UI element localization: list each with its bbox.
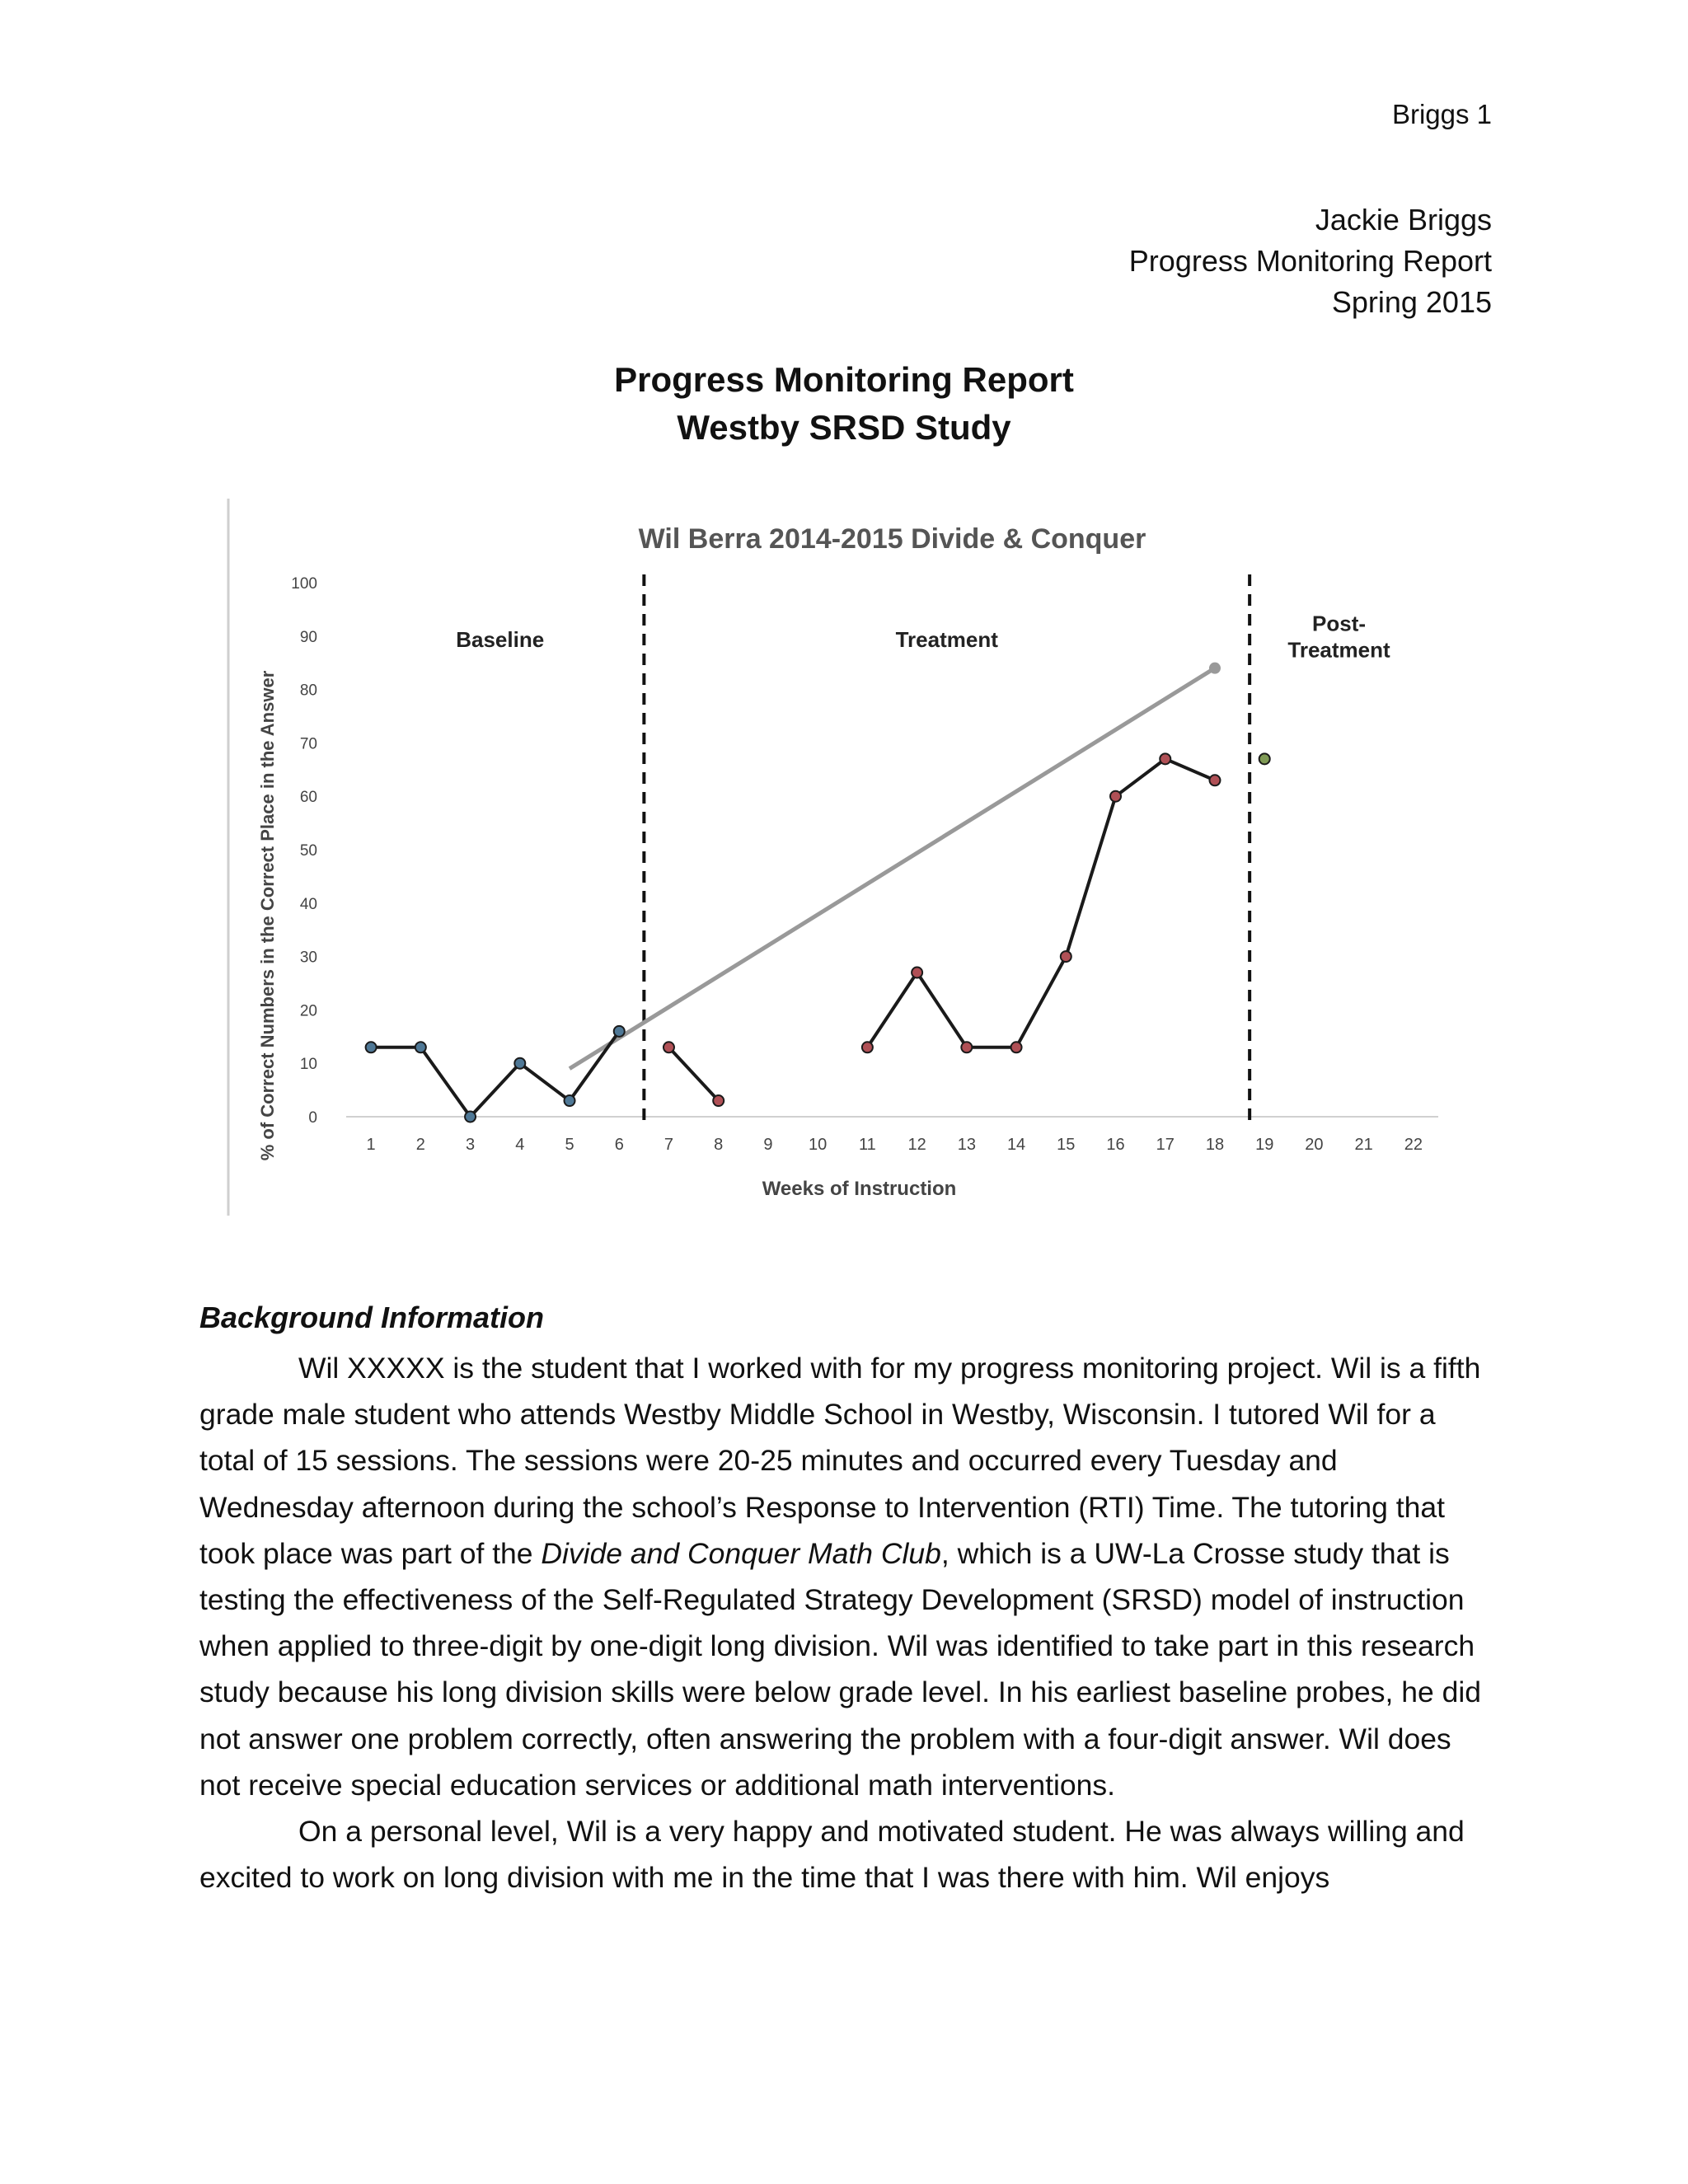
data-point-treatment-b — [961, 1042, 972, 1052]
author-name: Jackie Briggs — [1315, 203, 1492, 237]
x-tick-label: 10 — [809, 1136, 828, 1154]
x-tick-label: 11 — [859, 1136, 876, 1154]
phase-label-post-treatment — [1287, 611, 1390, 662]
x-tick-label: 13 — [957, 1136, 976, 1154]
y-axis-label: % of Correct Numbers in the Correct Place in the Answer — [257, 670, 278, 1161]
y-tick-label: 100 — [291, 575, 317, 593]
x-tick-label: 18 — [1205, 1136, 1225, 1154]
data-point-treatment-b — [912, 968, 922, 978]
y-tick-label: 50 — [299, 842, 317, 860]
phase-label-line: Treatment — [1287, 637, 1390, 663]
club-name: Divide and Conquer Math Club — [541, 1536, 941, 1570]
title-line-1: Progress Monitoring Report — [614, 360, 1074, 399]
data-point-baseline — [565, 1095, 575, 1106]
y-tick-label: 70 — [299, 735, 317, 753]
title-line-2: Westby SRSD Study — [677, 408, 1011, 447]
author-header — [1129, 199, 1492, 323]
series-line-treatment-b — [867, 759, 1215, 1047]
data-point-baseline — [366, 1042, 377, 1052]
paragraph-2: On a personal level, Wil is a very happy and motivated student. He was always willing and excited to work on long division with me in the time that I was there with him. Wil enjoys — [199, 1815, 1465, 1895]
data-point-treatment-a — [663, 1042, 674, 1052]
report-name: Progress Monitoring Report — [1128, 244, 1492, 278]
data-point-treatment-b — [1110, 791, 1121, 802]
paragraph-1 — [199, 1345, 1489, 1808]
phase-label-line: Treatment — [895, 626, 998, 652]
phase-label-line: Baseline — [456, 626, 545, 652]
data-point-treatment-b — [1011, 1042, 1022, 1052]
section-heading: Background Information — [199, 1301, 545, 1334]
x-tick-label: 16 — [1106, 1136, 1125, 1154]
x-tick-label: 20 — [1305, 1136, 1324, 1154]
document-title — [0, 356, 1688, 452]
data-point-post-treatment — [1259, 753, 1270, 764]
x-tick-label: 15 — [1057, 1136, 1076, 1154]
y-tick-label: 30 — [299, 949, 317, 967]
x-tick-label: 22 — [1404, 1136, 1423, 1154]
paragraph-1-part-b: , which is a UW-La Crosse study that is testing the effectiveness of the Self-Regulated Strategy Development (SRSD) model of instruction when applied to three-digit by one-digit long division. Wil was identified to take part in this research study because his long division skills were below grade level. In his earliest baseline probes, he did not answer one problem correctly, often answering the problem with a four-digit answer. Wil does not receive special education services or additional math interventions. — [199, 1536, 1481, 1802]
x-tick-label: 1 — [366, 1136, 376, 1154]
x-tick-label: 17 — [1156, 1136, 1175, 1154]
x-tick-label: 6 — [614, 1136, 624, 1154]
phase-label-line: Post- — [1312, 611, 1367, 636]
y-tick-label: 20 — [299, 1002, 317, 1020]
page-number: Briggs 1 — [1391, 99, 1492, 129]
y-tick-label: 10 — [299, 1056, 317, 1074]
body-text — [199, 1345, 1489, 1900]
data-point-baseline — [514, 1058, 525, 1069]
progress-chart — [223, 499, 1451, 1216]
paragraph-1-part-a: Wil XXXXX is the student that I worked with for my progress monitoring project. Wil is a fifth grade male student who attends Westby Middle School in Westby, Wisconsin. I tutored Wil for a total of 15 sessions. The sessions were 20-25 minutes and occurred every Tuesday and Wednesday afternoon during the school’s Response to Intervention (RTI) Time. The tutoring that took place was part of the — [199, 1352, 1481, 1570]
series-line-treatment-a — [668, 1047, 718, 1101]
x-tick-label: 19 — [1255, 1136, 1274, 1154]
x-tick-label: 3 — [466, 1136, 476, 1154]
x-axis-label: Weeks of Instruction — [762, 1178, 957, 1200]
report-term: Spring 2015 — [1331, 285, 1492, 319]
x-tick-label: 21 — [1354, 1136, 1373, 1154]
series-line-baseline — [371, 1031, 619, 1117]
x-tick-label: 5 — [565, 1136, 574, 1154]
data-point-treatment-b — [1160, 753, 1170, 764]
data-point-treatment-b — [1061, 951, 1071, 962]
x-tick-label: 14 — [1006, 1136, 1026, 1154]
data-point-baseline — [415, 1042, 426, 1052]
data-point-treatment-b — [862, 1042, 873, 1052]
y-tick-label: 40 — [299, 895, 317, 913]
x-tick-label: 4 — [515, 1136, 525, 1154]
data-point-treatment-b — [1209, 775, 1220, 785]
chart-title: Wil Berra 2014-2015 Divide & Conquer — [638, 523, 1146, 555]
data-point-baseline — [614, 1026, 625, 1037]
x-tick-label: 7 — [663, 1136, 674, 1154]
x-tick-label: 2 — [415, 1136, 425, 1154]
chart-container — [223, 499, 1451, 1216]
x-tick-label: 8 — [714, 1136, 724, 1154]
x-tick-label: 9 — [763, 1136, 773, 1154]
y-tick-label: 90 — [299, 628, 317, 646]
data-point-baseline — [465, 1112, 476, 1122]
x-tick-label: 12 — [907, 1136, 926, 1154]
data-point-treatment-a — [713, 1095, 724, 1106]
y-tick-label: 60 — [299, 789, 317, 807]
aim-line-endpoint — [1209, 663, 1221, 674]
y-tick-label: 0 — [308, 1109, 317, 1127]
phase-label-treatment — [896, 627, 999, 652]
y-tick-label: 80 — [299, 682, 317, 700]
phase-label-baseline — [456, 627, 544, 652]
